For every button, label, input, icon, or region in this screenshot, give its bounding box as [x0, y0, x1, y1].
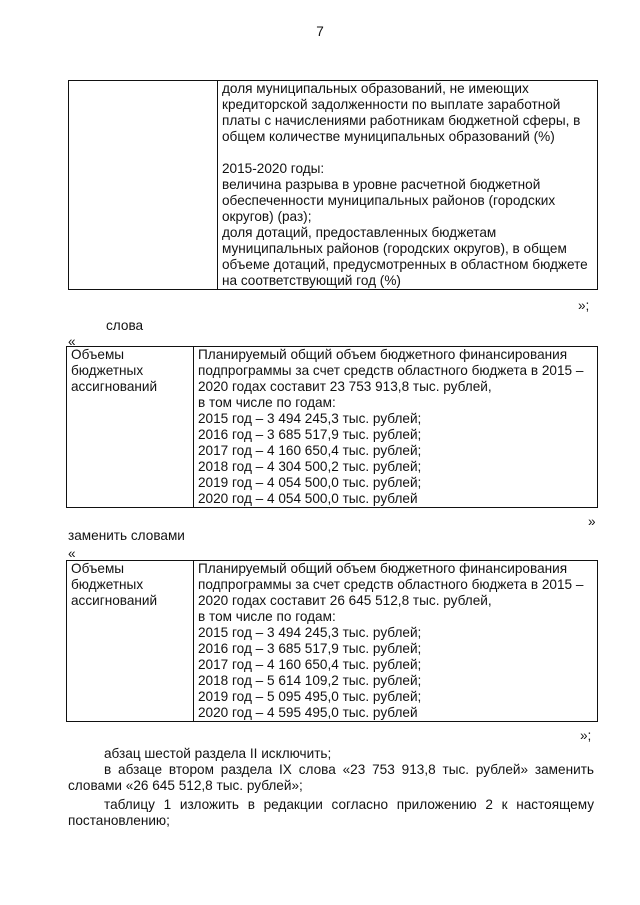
label-line: бюджетных	[71, 363, 144, 378]
allocation-line: 2017 год – 4 160 650,4 тыс. рублей;	[198, 443, 422, 458]
paragraph: таблицу 1 изложить в редакции согласно приложению 2 к настоящему постановлению;	[68, 797, 594, 828]
paragraph: в абзаце втором раздела IX слова «23 753 913,8 тыс. рублей» заменить словами «26 645 512,8 тыс. рублей»;	[68, 762, 594, 793]
indicator-line: 2015-2020 годы:	[222, 161, 325, 176]
indicators-left-cell	[69, 81, 218, 290]
old-allocations-text	[194, 347, 598, 508]
allocation-line: 2020 год – 4 595 495,0 тыс. рублей	[198, 705, 418, 720]
closing-quote: »;	[578, 298, 590, 313]
paragraph: абзац шестой раздела II исключить;	[104, 746, 332, 761]
page-number: 7	[316, 24, 324, 39]
allocation-line: 2018 год – 5 614 109,2 тыс. рублей;	[198, 673, 422, 688]
indicator-line: округов) (раз);	[222, 209, 312, 224]
indicator-line: величина разрыва в уровне расчетной бюджетной	[222, 177, 541, 192]
indicator-line: кредиторской задолженности по выплате заработной	[222, 97, 561, 112]
old-allocations-table	[66, 346, 598, 508]
allocation-line: 2016 год – 3 685 517,9 тыс. рублей;	[198, 427, 422, 442]
allocation-line: Планируемый общий объем бюджетного финансирования	[198, 561, 568, 576]
open-quote: «	[68, 546, 76, 561]
new-allocations-table	[66, 560, 598, 722]
allocation-line: 2019 год – 5 095 495,0 тыс. рублей;	[198, 689, 422, 704]
allocation-line: Планируемый общий объем бюджетного финансирования	[198, 347, 568, 362]
old-allocations-label	[67, 347, 194, 508]
indicators-table	[68, 80, 598, 290]
allocation-line: подпрограммы за счет средств областного бюджета в 2015 –	[198, 577, 584, 592]
closing-quote: »;	[580, 728, 592, 743]
allocation-line: 2020 годах составит 26 645 512,8 тыс. рублей,	[198, 593, 492, 608]
new-allocations-text	[194, 561, 598, 722]
allocation-line: 2016 год – 3 685 517,9 тыс. рублей;	[198, 641, 422, 656]
indicator-line: доля муниципальных образований, не имеющих	[222, 81, 529, 96]
allocation-line: подпрограммы за счет средств областного бюджета в 2015 –	[198, 363, 584, 378]
word-slova: слова	[106, 318, 144, 333]
label-line: ассигнований	[71, 593, 158, 608]
allocation-line: 2020 годах составит 23 753 913,8 тыс. рублей,	[198, 379, 492, 394]
allocation-line: 2015 год – 3 494 245,3 тыс. рублей;	[198, 625, 422, 640]
allocation-line: в том числе по годам:	[198, 395, 336, 410]
replace-phrase: заменить словами	[68, 528, 185, 543]
open-quote: «	[68, 334, 76, 349]
indicator-line: объеме дотаций, предусмотренных в областном бюджете	[222, 257, 588, 272]
indicators-right-cell	[218, 81, 598, 290]
indicator-line: муниципальных районов (городских округов), в общем	[222, 241, 567, 256]
allocation-line: 2018 год – 4 304 500,2 тыс. рублей;	[198, 459, 422, 474]
new-allocations-label	[67, 561, 194, 722]
allocation-line: 2019 год – 4 054 500,0 тыс. рублей;	[198, 475, 422, 490]
indicator-line: доля дотаций, предоставленных бюджетам	[222, 225, 497, 240]
allocation-line: 2017 год – 4 160 650,4 тыс. рублей;	[198, 657, 422, 672]
indicator-line: платы с начислениями работникам бюджетной сферы, в	[222, 113, 581, 128]
indicator-line: обеспеченности муниципальных районов (городских	[222, 193, 556, 208]
allocation-line: 2020 год – 4 054 500,0 тыс. рублей	[198, 491, 418, 506]
indicator-line: общем количестве муниципальных образований (%)	[222, 129, 555, 144]
indicator-line: на соответствующий год (%)	[222, 273, 401, 288]
closing-quote: »	[588, 514, 596, 529]
label-line: Объемы	[71, 561, 125, 576]
allocation-line: в том числе по годам:	[198, 609, 336, 624]
label-line: бюджетных	[71, 577, 144, 592]
label-line: Объемы	[71, 347, 125, 362]
allocation-line: 2015 год – 3 494 245,3 тыс. рублей;	[198, 411, 422, 426]
label-line: ассигнований	[71, 379, 158, 394]
